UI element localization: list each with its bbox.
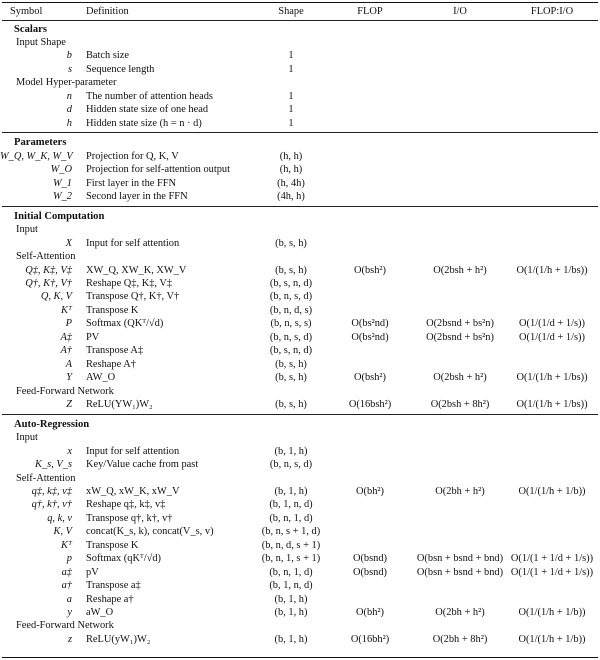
header-rule xyxy=(2,20,598,21)
cell-symbol: W_2 xyxy=(52,191,72,203)
subgroup-label: Input xyxy=(16,432,38,444)
cell-definition: xW_Q, xW_K, xW_V xyxy=(86,485,180,497)
cell-flop: O(bsnd) xyxy=(352,553,388,565)
cell-ratio: O(1/(1/d + 1/s)) xyxy=(519,331,585,343)
cell-symbol: q†, k†, v† xyxy=(31,499,72,511)
table-row xyxy=(0,237,600,250)
table-row xyxy=(0,163,600,176)
cell-symbol: s xyxy=(67,63,72,75)
cell-shape: (b, 1, h) xyxy=(274,445,308,457)
cell-definition: Transpose K xyxy=(86,304,139,316)
cell-ratio: O(1/(1/h + 1/bs)) xyxy=(516,372,588,384)
table-row xyxy=(0,552,600,565)
cell-ratio: O(1/(1/h + 1/b)) xyxy=(518,485,586,497)
subgroup-label: Self-Attention xyxy=(16,251,76,263)
subgroup-label: Feed-Forward Network xyxy=(16,620,114,632)
cell-symbol: Z xyxy=(66,399,72,411)
cell-symbol: z xyxy=(67,633,72,645)
section-heading: Auto-Regression xyxy=(14,418,90,430)
header-shape: Shape xyxy=(278,6,304,17)
subgroup-row xyxy=(0,250,600,263)
cell-shape: (b, 1, h) xyxy=(274,633,308,645)
table-row xyxy=(0,512,600,525)
table-row xyxy=(0,458,600,471)
table-row xyxy=(0,445,600,458)
cell-definition: Reshape Q‡, K‡, V‡ xyxy=(86,278,173,289)
cell-symbol: X xyxy=(65,237,72,249)
cell-definition: Projection for self-attention output xyxy=(86,164,230,176)
cell-shape: (b, s, h) xyxy=(275,372,307,384)
cell-io: O(2bsh + h²) xyxy=(433,264,487,276)
cell-io: O(bsn + bsnd + bnd) xyxy=(416,566,504,578)
table-row xyxy=(0,633,600,646)
cell-symbol: p xyxy=(66,553,72,565)
subgroup-row xyxy=(0,472,600,485)
cell-symbol: x xyxy=(67,445,72,457)
cell-shape: (b, n, s, d) xyxy=(269,331,313,343)
table-row xyxy=(0,304,600,317)
table-row xyxy=(0,277,600,290)
cell-definition: AW_O xyxy=(86,372,116,384)
cell-symbol: A xyxy=(65,358,72,370)
subgroup-label: Input Shape xyxy=(16,36,66,48)
cell-ratio: O(1/(1/h + 1/bs)) xyxy=(516,264,588,276)
subgroup-row xyxy=(0,431,600,444)
cell-definition: Transpose K xyxy=(86,539,139,551)
cell-symbol: A‡ xyxy=(60,331,72,343)
cell-definition: PV xyxy=(86,331,100,343)
table-row xyxy=(0,150,600,163)
section-rule xyxy=(2,132,598,133)
cell-shape: (h, 4h) xyxy=(277,177,305,189)
cell-flop: O(bsnd) xyxy=(352,566,388,578)
cell-definition: Sequence length xyxy=(86,63,155,75)
section-heading-row xyxy=(0,210,600,223)
cell-shape: (b, s, h) xyxy=(275,358,307,370)
cell-shape: 1 xyxy=(288,50,294,62)
table-row xyxy=(0,63,600,76)
cell-io: O(bsn + bsnd + bnd) xyxy=(416,553,504,565)
cell-io: O(2bsh + 8h²) xyxy=(430,399,490,411)
cell-shape: (4h, h) xyxy=(277,191,305,203)
cell-shape: (b, n, 1, d) xyxy=(269,566,313,578)
cell-shape: (b, n, d, s) xyxy=(269,304,313,316)
table-row xyxy=(0,103,600,116)
cell-definition: Reshape A† xyxy=(86,358,136,370)
table-row xyxy=(0,190,600,203)
cell-io: O(2bh + h²) xyxy=(435,485,485,497)
cell-definition: Reshape q‡, k‡, v‡ xyxy=(86,499,166,511)
header-definition: Definition xyxy=(86,6,129,17)
section-heading: Parameters xyxy=(14,137,67,149)
cell-shape: (b, n, 1, s + 1) xyxy=(261,553,321,565)
cell-definition: Second layer in the FFN xyxy=(86,191,188,203)
cell-definition: First layer in the FFN xyxy=(86,177,177,189)
table-row xyxy=(0,398,600,411)
table-row xyxy=(0,358,600,371)
section-heading-row xyxy=(0,136,600,149)
subgroup-row xyxy=(0,619,600,632)
cell-flop: O(bh²) xyxy=(356,485,384,497)
cell-definition: Projection for Q, K, V xyxy=(86,150,179,162)
cell-symbol: d xyxy=(66,104,72,116)
cell-definition: Input for self attention xyxy=(86,237,180,249)
section-heading-row xyxy=(0,23,600,36)
cell-symbol: b xyxy=(66,50,72,62)
cell-io: O(2bsnd + bs²n) xyxy=(426,318,494,330)
section-rule xyxy=(2,414,598,415)
cell-flop: O(bs²nd) xyxy=(351,318,389,330)
cell-ratio: O(1/(1 + 1/d + 1/s)) xyxy=(510,553,594,565)
section-heading-row xyxy=(0,418,600,431)
table-row xyxy=(0,317,600,330)
header-row xyxy=(0,5,600,18)
cell-symbol: Q†, K†, V† xyxy=(25,278,72,289)
cell-definition: The number of attention heads xyxy=(86,90,213,102)
cell-symbol: a‡ xyxy=(61,566,72,578)
cell-definition: ReLU(YW₁)W₂ xyxy=(86,399,153,411)
subgroup-label: Model Hyper-parameter xyxy=(16,77,117,89)
cell-definition: Input for self attention xyxy=(86,445,180,457)
cell-shape: (b, s, h) xyxy=(275,237,307,249)
header-io: I/O xyxy=(453,6,467,17)
cell-shape: 1 xyxy=(288,104,294,116)
cell-definition: Transpose a‡ xyxy=(86,580,141,592)
subgroup-label: Self-Attention xyxy=(16,472,76,484)
subgroup-label: Input xyxy=(16,224,38,236)
table-row xyxy=(0,525,600,538)
cell-definition: Softmax (qKᵀ/√d) xyxy=(86,553,161,565)
cell-shape: (h, h) xyxy=(279,164,303,176)
cell-flop: O(bsh²) xyxy=(354,264,386,276)
cell-definition: Batch size xyxy=(86,50,129,62)
cell-symbol: Y xyxy=(66,372,72,384)
subgroup-label: Feed-Forward Network xyxy=(16,385,114,397)
cell-shape: (b, 1, n, d) xyxy=(269,580,313,592)
cell-definition: ReLU(yW₁)W₂ xyxy=(86,633,151,645)
cell-symbol: K_s, V_s xyxy=(35,459,72,471)
cell-shape: (h, h) xyxy=(279,150,303,162)
header-symbol: Symbol xyxy=(10,6,43,17)
cell-shape: (b, n, s, d) xyxy=(269,291,313,303)
cell-definition: Transpose q†, k†, v† xyxy=(86,512,173,524)
cell-shape: (b, n, d, s + 1) xyxy=(261,539,321,551)
table-row xyxy=(0,49,600,62)
cell-shape: (b, 1, h) xyxy=(274,485,308,497)
cell-symbol: A† xyxy=(60,345,72,357)
cell-io: O(2bh + 8h²) xyxy=(432,633,488,645)
cell-symbol: Q, K, V xyxy=(40,291,72,303)
cell-symbol: W_Q, W_K, W_V xyxy=(0,150,73,162)
cell-symbol: W_O xyxy=(50,164,72,176)
cell-ratio: O(1/(1/d + 1/s)) xyxy=(519,318,585,330)
cell-definition: Reshape a† xyxy=(86,593,134,605)
cell-shape: 1 xyxy=(288,117,294,129)
table-row xyxy=(0,371,600,384)
cell-shape: (b, 1, h) xyxy=(274,607,308,618)
top-rule xyxy=(2,2,598,3)
cell-definition: Transpose Q†, K†, V† xyxy=(86,291,180,303)
cell-shape: (b, 1, n, d) xyxy=(269,499,313,511)
cell-symbol: P xyxy=(65,318,72,330)
cell-io: O(2bsnd + bs²n) xyxy=(426,331,494,343)
cell-flop: O(16bsh²) xyxy=(348,399,392,411)
cell-io: O(2bsh + h²) xyxy=(433,372,487,384)
cell-symbol: a† xyxy=(61,580,72,592)
cell-flop: O(bh²) xyxy=(356,607,384,618)
cell-symbol: h xyxy=(66,117,72,129)
bottom-rule xyxy=(2,657,598,658)
cell-symbol: K, V xyxy=(53,526,72,538)
section-heading: Initial Computation xyxy=(14,210,105,222)
cell-definition: aW_O xyxy=(86,607,114,618)
table-row xyxy=(0,539,600,552)
cell-definition: Softmax (QKᵀ/√d) xyxy=(86,318,164,330)
cell-shape: (b, n, s + 1, d) xyxy=(261,526,321,538)
cell-definition: concat(K_s, k), concat(V_s, v) xyxy=(86,526,214,538)
cell-ratio: O(1/(1/h + 1/bs)) xyxy=(516,399,588,411)
cell-symbol: Q‡, K‡, V‡ xyxy=(25,264,72,276)
cell-symbol: Kᵀ xyxy=(61,304,72,316)
table-row xyxy=(0,290,600,303)
cell-definition: pV xyxy=(86,566,99,578)
cell-definition: Key/Value cache from past xyxy=(86,459,199,471)
cell-ratio: O(1/(1 + 1/d + 1/s)) xyxy=(510,566,594,578)
subgroup-row xyxy=(0,76,600,89)
table-row xyxy=(0,117,600,130)
cell-symbol: q‡, k‡, v‡ xyxy=(31,485,72,497)
cell-symbol: n xyxy=(66,90,72,102)
cell-definition: XW_Q, XW_K, XW_V xyxy=(86,264,187,276)
cell-symbol: W_1 xyxy=(52,177,72,189)
cell-flop: O(bs²nd) xyxy=(351,331,389,343)
subgroup-row xyxy=(0,36,600,49)
cell-symbol: Kᵀ xyxy=(61,539,72,551)
table-row xyxy=(0,498,600,511)
table-row xyxy=(0,566,600,579)
table-row xyxy=(0,485,600,498)
cell-io: O(2bh + h²) xyxy=(435,607,485,618)
table-row xyxy=(0,606,600,619)
subgroup-row xyxy=(0,223,600,236)
table-row xyxy=(0,264,600,277)
cell-shape: (b, 1, h) xyxy=(274,593,308,605)
cell-symbol: y xyxy=(67,607,72,618)
cell-symbol: a xyxy=(66,593,72,605)
cell-definition: Hidden state size of one head xyxy=(86,104,209,116)
header-ratio: FLOP:I/O xyxy=(530,6,574,17)
table-row xyxy=(0,331,600,344)
cell-shape: (b, n, 1, d) xyxy=(269,512,313,524)
cell-shape: (b, s, n, d) xyxy=(269,345,313,357)
header-flop: FLOP xyxy=(357,6,383,17)
cell-ratio: O(1/(1/h + 1/b)) xyxy=(518,633,586,645)
table-row xyxy=(0,344,600,357)
cell-shape: (b, n, s, d) xyxy=(269,459,313,471)
cell-ratio: O(1/(1/h + 1/b)) xyxy=(518,607,586,618)
cell-shape: (b, n, s, s) xyxy=(270,318,312,330)
cell-flop: O(bsh²) xyxy=(354,372,386,384)
cell-shape: (b, s, n, d) xyxy=(269,278,313,289)
table-row xyxy=(0,177,600,190)
section-heading: Scalars xyxy=(14,23,47,35)
cell-flop: O(16bh²) xyxy=(350,633,390,645)
cell-shape: (b, s, h) xyxy=(275,399,307,411)
cell-definition: Hidden state size (h = n · d) xyxy=(86,117,202,129)
table-row xyxy=(0,593,600,606)
cell-definition: Transpose A‡ xyxy=(86,345,144,357)
cell-shape: 1 xyxy=(288,90,294,102)
cell-shape: 1 xyxy=(288,63,294,75)
cell-symbol: q, k, v xyxy=(47,512,72,524)
section-rule xyxy=(2,206,598,207)
table-row xyxy=(0,90,600,103)
table-row xyxy=(0,579,600,592)
subgroup-row xyxy=(0,385,600,398)
cell-shape: (b, s, h) xyxy=(275,264,307,276)
